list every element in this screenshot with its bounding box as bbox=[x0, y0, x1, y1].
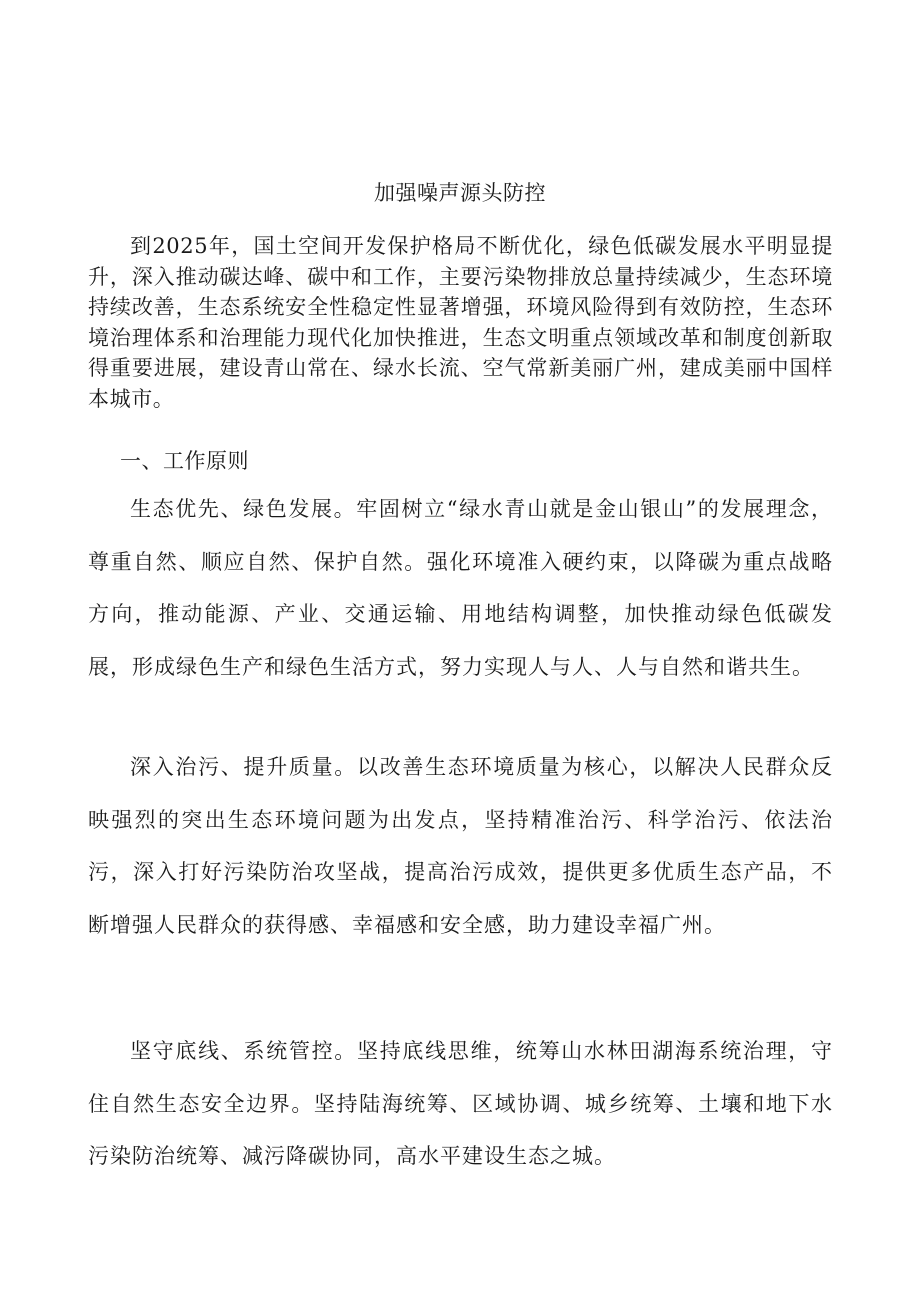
principle-paragraph-ecology: 生态优先、绿色发展。牢固树立“绿水青山就是金山银山”的发展理念，尊重自然、顺应自然、保护自然。强化环境准入硬约束，以降碳为重点战略方向，推动能源、产业、交通运输、用地结构调整，加快推动绿色低碳发展，形成绿色生产和绿色生活方式，努力实现人与人、人与自然和谐共生。 bbox=[88, 497, 833, 679]
principle-paragraph-bottomline: 坚守底线、系统管控。坚持底线思维，统筹山水林田湖海系统治理，守住自然生态安全边界。坚持陆海统筹、区域协调、城乡统筹、土壤和地下水污染防治统筹、减污降碳协同，高水平建设生态之城。 bbox=[88, 1039, 833, 1168]
intro-paragraph: 到2025年，国土空间开发保护格局不断优化，绿色低碳发展水平明显提升，深入推动碳达峰、碳中和工作，主要污染物排放总量持续减少，生态环境持续改善，生态系统安全性稳定性显著增强，环境风险得到有效防控，生态环境治理体系和治理能力现代化加快推进，生态文明重点领域改革和制度创新取得重要进展，建设青山常在、绿水长流、空气常新美丽广州，建成美丽中国样本城市。 bbox=[88, 234, 833, 411]
principle-paragraph-pollution: 深入治污、提升质量。以改善生态环境质量为核心，以解决人民群众反映强烈的突出生态环境问题为出发点，坚持精准治污、科学治污、依法治污，深入打好污染防治攻坚战，提高治污成效，提供更多优质生态产品，不断增强人民群众的获得感、幸福感和安全感，助力建设幸福广州。 bbox=[88, 755, 833, 937]
section-heading: 一、工作原则 bbox=[120, 449, 249, 473]
document-title: 加强噪声源头防控 bbox=[374, 181, 546, 205]
